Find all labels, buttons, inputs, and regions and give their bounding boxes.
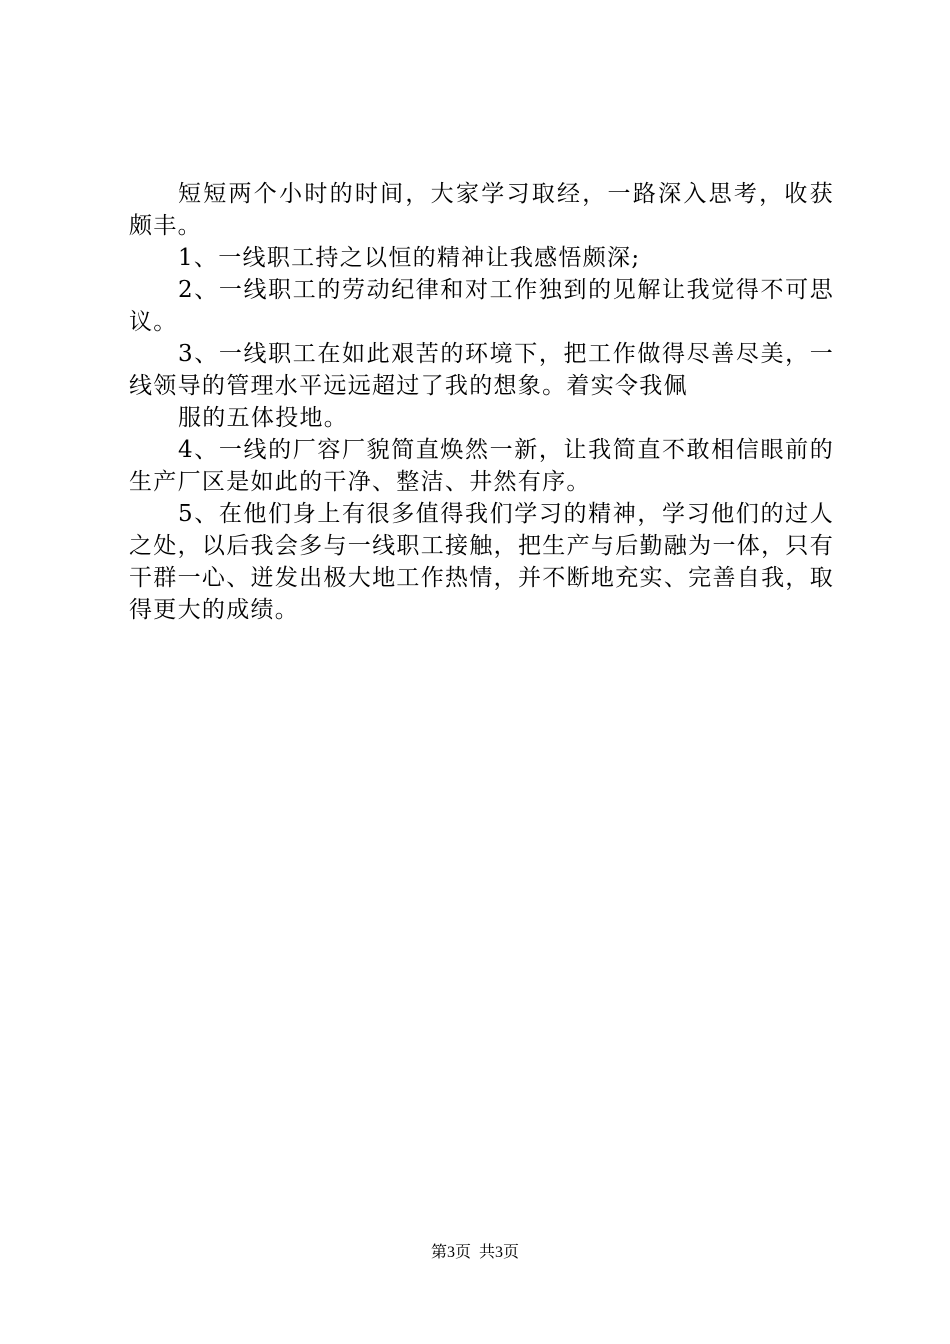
paragraph-intro: 短短两个小时的时间，大家学习取经，一路深入思考，收获颇丰。 (129, 181, 834, 239)
document-body (129, 178, 834, 626)
paragraph-point-3-continued: 服的五体投地。 (178, 405, 349, 431)
paragraph-point-1: 1、一线职工持之以恒的精神让我感悟颇深; (178, 245, 641, 271)
page-number: 第3页 共3页 (430, 1244, 519, 1261)
paragraph-point-5: 5、在他们身上有很多值得我们学习的精神，学习他们的过人之处，以后我会多与一线职工接触，把生产与后勤融为一体，只有干群一心、迸发出极大地工作热情，并不断地充实、完善自我，取得更大的成绩。 (129, 501, 834, 623)
page-footer (0, 1242, 950, 1264)
paragraph-point-3: 3、一线职工在如此艰苦的环境下，把工作做得尽善尽美，一线领导的管理水平远远超过了我的想象。着实令我佩 (129, 341, 834, 399)
paragraph-point-4: 4、一线的厂容厂貌简直焕然一新，让我简直不敢相信眼前的生产厂区是如此的干净、整洁、井然有序。 (129, 437, 834, 495)
paragraph-point-2: 2、一线职工的劳动纪律和对工作独到的见解让我觉得不可思议。 (129, 277, 834, 335)
